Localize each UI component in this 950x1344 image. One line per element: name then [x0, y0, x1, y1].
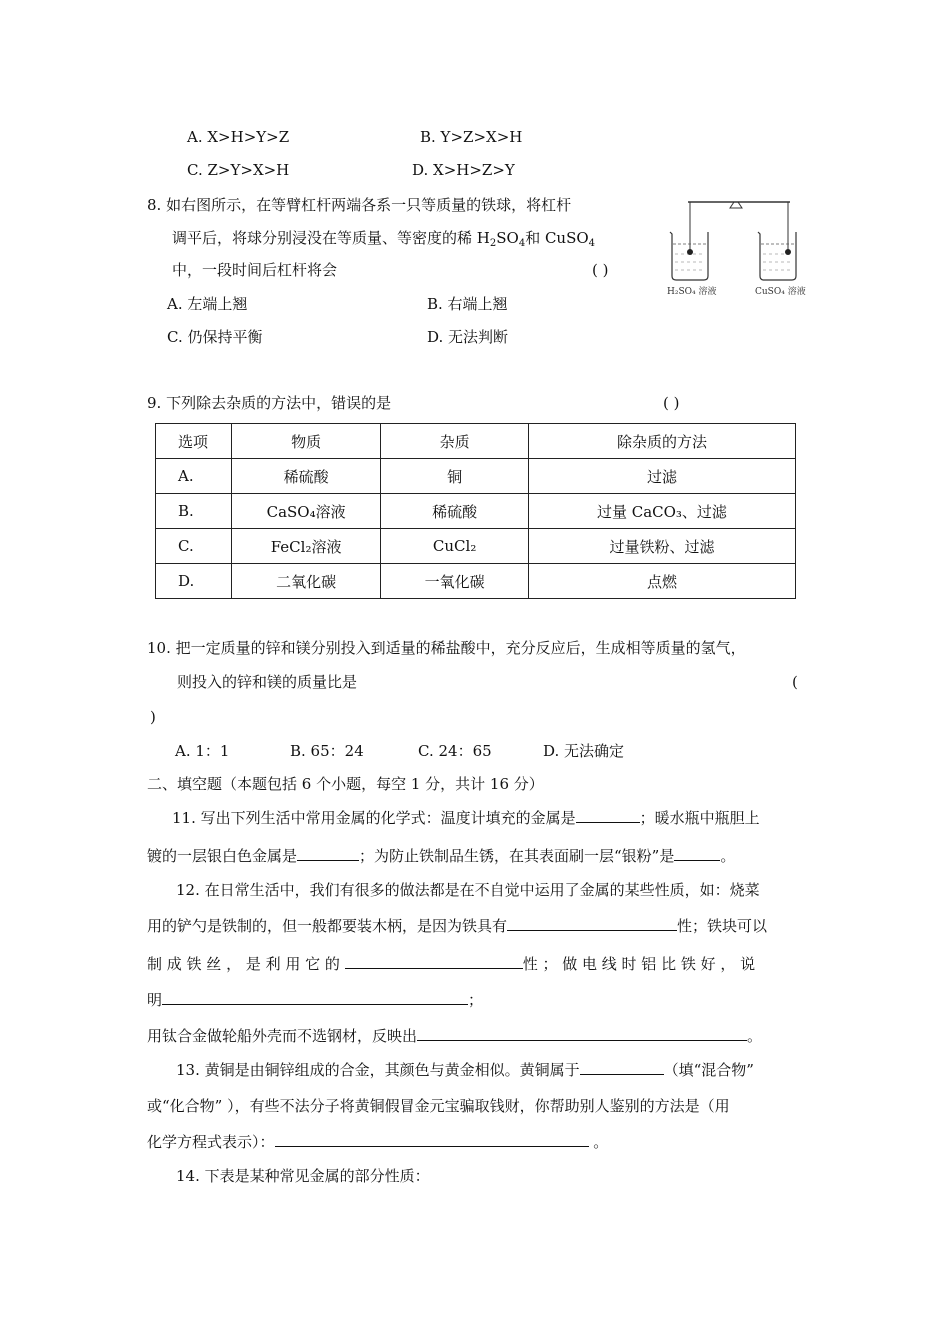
row-option: C. — [156, 529, 232, 564]
q8-answer-paren: ( ) — [592, 261, 609, 279]
q12-line5: 用钛合金做轮船外壳而不选钢材，反映出 。 — [147, 1027, 763, 1045]
q13-line3: 化学方程式表示）： 。 — [147, 1133, 609, 1151]
row-method: 过滤 — [528, 459, 795, 494]
q10-option-c: C. 24：65 — [418, 742, 492, 760]
q12-blank-1[interactable] — [507, 916, 677, 931]
row-substance: 稀硫酸 — [231, 459, 381, 494]
row-impurity: CuCl₂ — [381, 529, 529, 564]
q7-option-d: D. X>H>Z>Y — [412, 161, 515, 179]
q11-line2: 镀的一层银白色金属是 ；为防止铁制品生锈，在其表面刷一层“银粉”是 。 — [147, 847, 736, 865]
section-title: 二、填空题（本题包括 6 个小题，每空 1 分，共计 16 分） — [147, 775, 544, 793]
q12-line1: 12. 在日常生活中，我们有很多的做法都是在不自觉中运用了金属的某些性质，如：烧菜 — [176, 881, 760, 899]
q9-stem: 9. 下列除去杂质的方法中，错误的是 — [147, 394, 392, 412]
q12-blank-2[interactable] — [345, 954, 523, 969]
q10-paren-close: ) — [150, 708, 156, 726]
q13-line1: 13. 黄铜是由铜锌组成的合金，其颜色与黄金相似。黄铜属于 （填“混合物” — [176, 1061, 754, 1079]
label-h2so4: H₂SO₄ 溶液 — [667, 287, 717, 297]
q12-line4: 明 ； — [147, 991, 484, 1009]
q7-option-b: B. Y>Z>X>H — [420, 128, 523, 146]
fulcrum-icon — [730, 202, 742, 208]
row-option: A. — [156, 459, 232, 494]
right-iron-ball — [785, 249, 791, 255]
q8-option-b: B. 右端上翘 — [427, 295, 508, 313]
table-row — [156, 529, 796, 564]
lever-diagram-svg — [660, 190, 820, 300]
q10-paren-open: ( — [792, 673, 798, 691]
q11-blank-2[interactable] — [297, 846, 359, 861]
q7-option-a: A. X>H>Y>Z — [187, 128, 290, 146]
right-beaker — [758, 232, 796, 280]
q10-option-b: B. 65：24 — [290, 742, 364, 760]
q12-line2: 用的铲勺是铁制的，但一般都要装木柄，是因为铁具有 性；铁块可以 — [147, 917, 768, 935]
left-beaker — [670, 232, 708, 280]
row-impurity: 稀硫酸 — [381, 494, 529, 529]
q11-blank-1[interactable] — [576, 808, 640, 823]
q8-stem-line3: 中，一段时间后杠杆将会 — [172, 261, 338, 279]
q7-option-c: C. Z>Y>X>H — [187, 161, 290, 179]
q12-blank-4[interactable] — [417, 1026, 747, 1041]
q11-line1: 11. 写出下列生活中常用金属的化学式：温度计填充的金属是 ；暖水瓶中瓶胆上 — [172, 809, 760, 827]
q11-blank-3[interactable] — [674, 846, 720, 861]
impurity-table — [155, 423, 796, 599]
left-iron-ball — [687, 249, 693, 255]
table-row — [156, 459, 796, 494]
q14-line1: 14. 下表是某种常见金属的部分性质： — [176, 1167, 430, 1185]
q8-option-c: C. 仍保持平衡 — [167, 328, 263, 346]
q10-option-a: A. 1：1 — [175, 742, 230, 760]
q9-answer-paren: ( ) — [663, 394, 680, 412]
row-substance: FeCl₂溶液 — [231, 529, 381, 564]
row-method: 过量 CaCO₃、过滤 — [528, 494, 795, 529]
table-header-row — [156, 424, 796, 459]
header-impurity: 杂质 — [381, 424, 529, 459]
row-impurity: 一氧化碳 — [381, 564, 529, 599]
row-impurity: 铜 — [381, 459, 529, 494]
q10-option-d: D. 无法确定 — [543, 742, 625, 760]
table-row — [156, 564, 796, 599]
q13-blank-1[interactable] — [580, 1060, 664, 1075]
q8-stem-line1: 8. 如右图所示，在等臂杠杆两端各系一只等质量的铁球，将杠杆 — [147, 196, 572, 214]
row-option: B. — [156, 494, 232, 529]
q8-stem-line2: 调平后，将球分别浸没在等质量、等密度的稀 $H_2SO_4$和 CuSO$_4$ — [172, 229, 596, 249]
row-option: D. — [156, 564, 232, 599]
row-method: 点燃 — [528, 564, 795, 599]
q12-line3: 制 成 铁 丝 ， 是 利 用 它 的 性 ； 做 电 线 时 铝 比 铁 好 ， 说 — [147, 955, 756, 973]
q8-option-d: D. 无法判断 — [427, 328, 509, 346]
q10-stem-line1: 10. 把一定质量的锌和镁分别投入到适量的稀盐酸中，充分反应后，生成相等质量的氢气， — [147, 639, 746, 657]
q10-stem-line2: 则投入的锌和镁的质量比是 — [177, 673, 358, 691]
header-option: 选项 — [156, 424, 232, 459]
row-method: 过量铁粉、过滤 — [528, 529, 795, 564]
row-substance: CaSO₄溶液 — [231, 494, 381, 529]
header-substance: 物质 — [231, 424, 381, 459]
lever-diagram — [660, 190, 820, 300]
table-row — [156, 494, 796, 529]
header-method: 除杂质的方法 — [528, 424, 795, 459]
q13-line2: 或“化合物” ），有些不法分子将黄铜假冒金元宝骗取钱财，你帮助别人鉴别的方法是（用 — [147, 1097, 730, 1115]
q13-blank-2[interactable] — [275, 1132, 589, 1147]
q8-option-a: A. 左端上翘 — [167, 295, 248, 313]
row-substance: 二氧化碳 — [231, 564, 381, 599]
label-cuso4: CuSO₄ 溶液 — [755, 287, 806, 297]
q12-blank-3[interactable] — [162, 990, 468, 1005]
